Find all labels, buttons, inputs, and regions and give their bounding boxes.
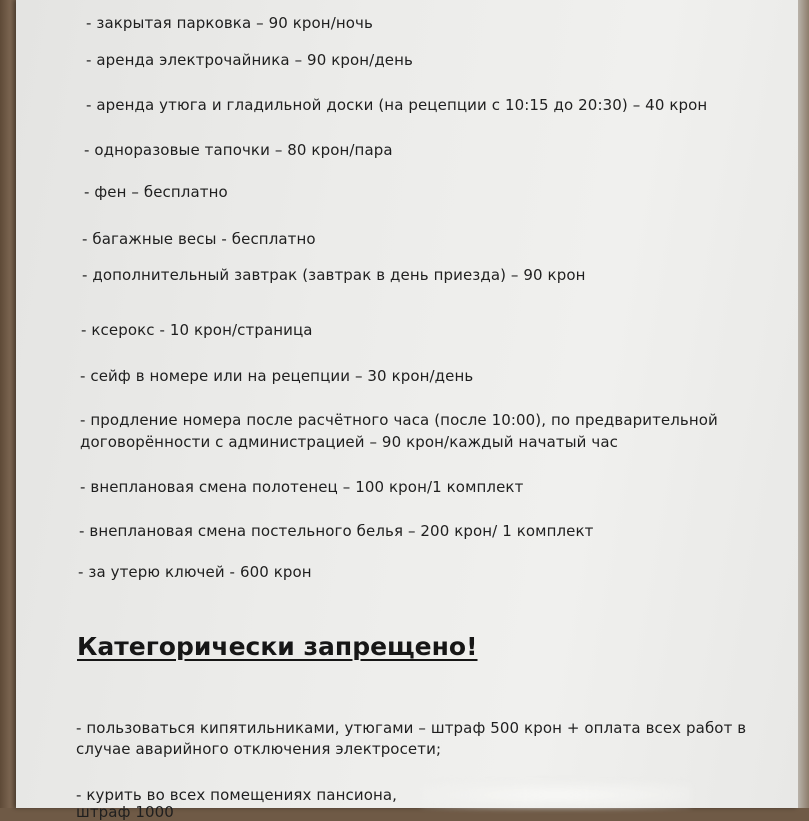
blurred-region — [421, 782, 691, 808]
service-item-kettle: - аренда электрочайника – 90 крон/день — [86, 51, 413, 69]
paper-sheet — [16, 0, 798, 821]
service-item-copier: - ксерокс - 10 крон/страница — [81, 321, 313, 339]
service-item-luggage-scale: - багажные весы - бесплатно — [82, 230, 316, 248]
service-item-linen: - внеплановая смена постельного белья – 200 крон/ 1 комплект — [79, 522, 594, 540]
background-edge — [798, 0, 809, 808]
service-item-breakfast: - дополнительный завтрак (завтрак в день приезда) – 90 крон — [82, 266, 586, 284]
service-item-late-checkout: - продление номера после расчётного часа (после 10:00), по предварительной — [80, 411, 718, 429]
service-item-hairdryer: - фен – бесплатно — [84, 183, 228, 201]
prohibited-item-smoking-cont: штраф 1000 — [76, 803, 174, 821]
service-item-late-checkout-cont: договорённости с администрацией – 90 крон/каждый начатый час — [80, 433, 618, 451]
service-item-towels: - внеплановая смена полотенец – 100 крон/1 комплект — [80, 478, 524, 496]
prohibited-heading: Категорически запрещено! — [77, 632, 478, 661]
prohibited-item-smoking: - курить во всех помещениях пансиона, — [76, 786, 398, 804]
service-item-safe: - сейф в номере или на рецепции – 30 крон/день — [80, 367, 474, 385]
service-item-parking: - закрытая парковка – 90 крон/ночь — [86, 14, 373, 32]
service-item-iron: - аренда утюга и гладильной доски (на рецепции с 10:15 до 20:30) – 40 крон — [86, 96, 708, 114]
prohibited-item-boilers: - пользоваться кипятильниками, утюгами – штраф 500 крон + оплата всех работ в — [76, 719, 747, 737]
service-item-slippers: - одноразовые тапочки – 80 крон/пара — [84, 141, 393, 159]
prohibited-item-boilers-cont: случае аварийного отключения электросети; — [76, 740, 442, 758]
service-item-lost-key: - за утерю ключей - 600 крон — [78, 563, 312, 581]
